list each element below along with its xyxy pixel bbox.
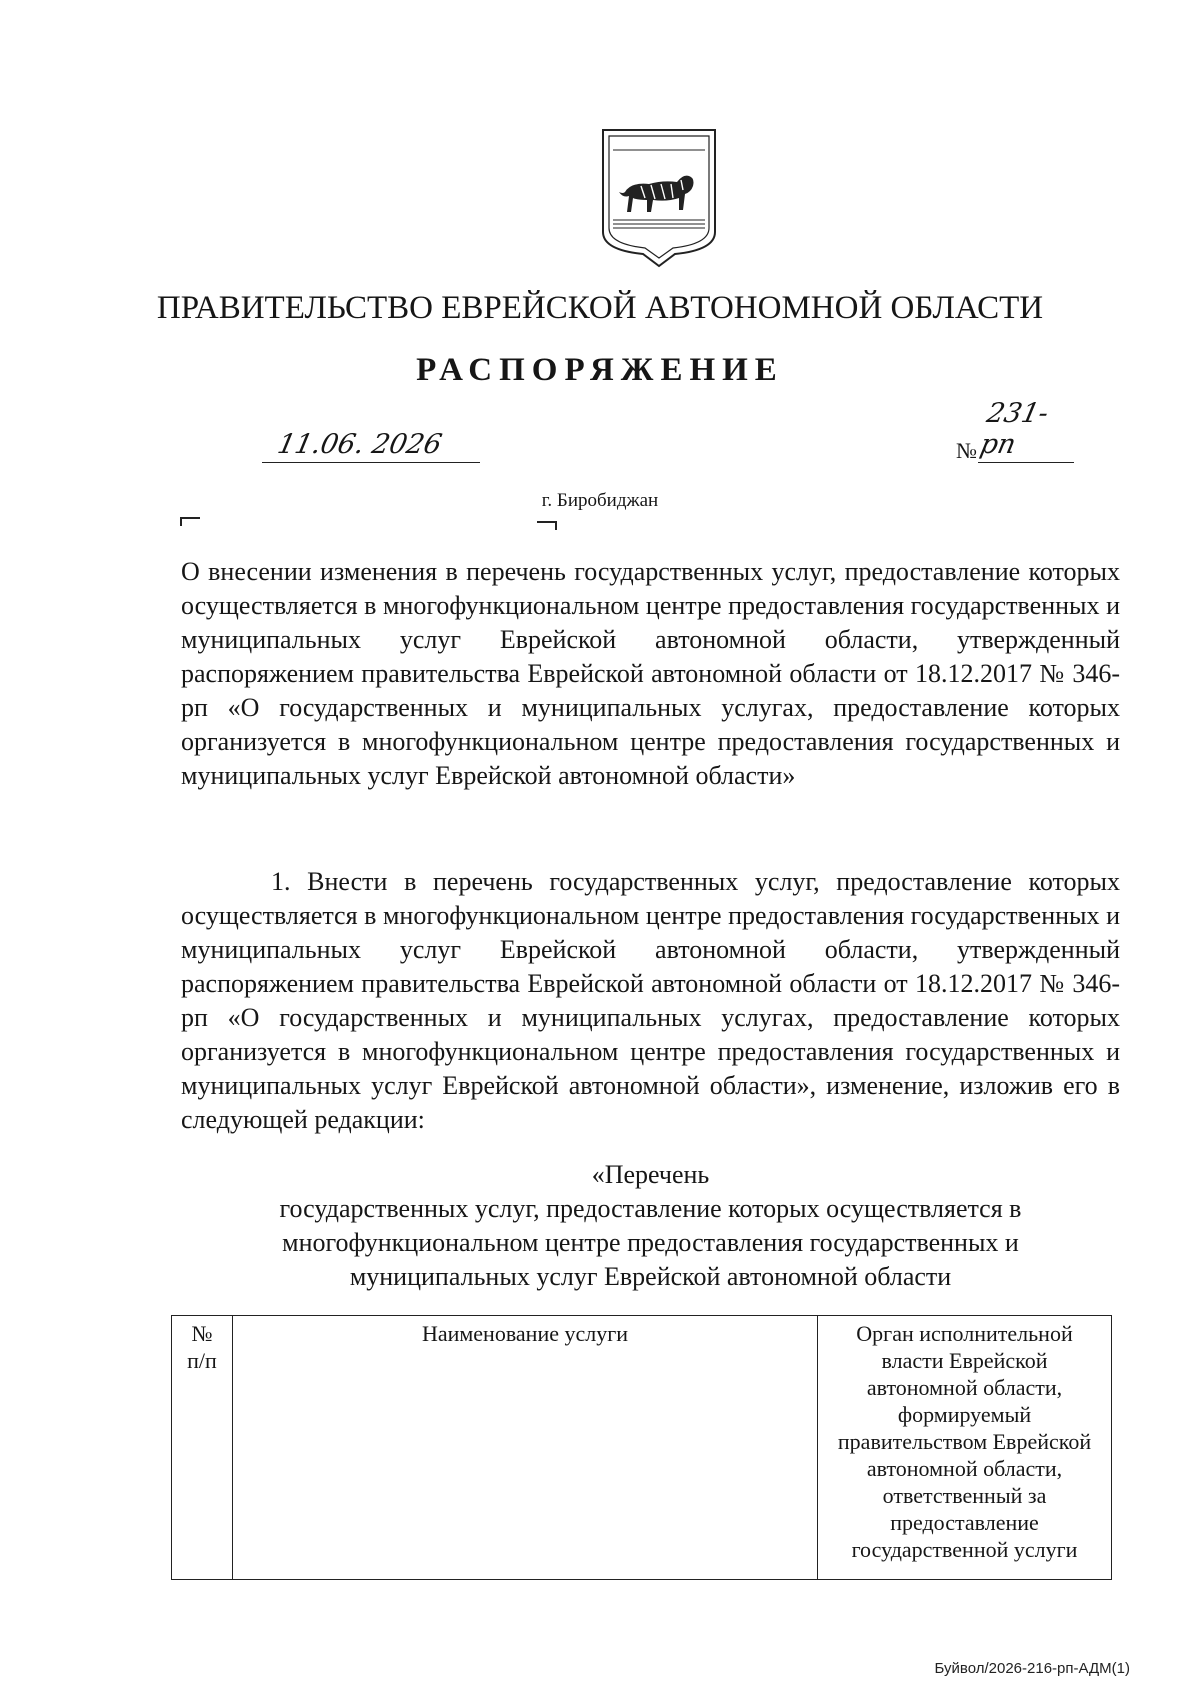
preamble: О внесении изменения в перечень государственных услуг, предоставление которых осуществляется в многофункциональном центре предоставления государственных и муниципальных услуг Еврейской автономной области, утвержденный распоряжением правительства Еврейской автономной области от 18.12.2017 № 346-рп «О государственных и муниципальных услугах, предоставление которых организуется в многофункциональном центре предоставления государственных и муниципальных услуг Еврейской автономной области» bbox=[181, 557, 1120, 790]
city: г. Биробиджан bbox=[541, 490, 659, 511]
number-sign: № bbox=[956, 438, 977, 463]
list-title-line: многофункциональном центре предоставления государственных и bbox=[282, 1228, 1019, 1257]
title-bracket-right bbox=[537, 521, 557, 530]
document-type: РАСПОРЯЖЕНИЕ bbox=[416, 352, 784, 388]
paragraph-1: 1. Внести в перечень государственных услуг, предоставление которых осуществляется в многофункциональном центре предоставления государственных и муниципальных услуг Еврейской автономной области, утвержденный распоряжением правительства Еврейской автономной области от 18.12.2017 № 346-рп «О государственных и муниципальных услугах, предоставление которых организуется в многофункциональном центре предоставления государственных и муниципальных услуг Еврейской автономной области», изменение, изложив его в следующей редакции: bbox=[181, 867, 1120, 1134]
coat-of-arms-icon bbox=[601, 128, 717, 268]
header-cell-authority: Орган исполнительной власти Еврейской автономной области, формируемый правительством Еврейской автономной области, ответственный за предоставление государственной услуги bbox=[818, 1316, 1112, 1580]
title-bracket-left bbox=[180, 517, 200, 526]
list-title-line: государственных услуг, предоставление которых осуществляется в bbox=[279, 1194, 1022, 1223]
footer-code: Буйвол/2026-216-рп-АДМ(1) bbox=[934, 1660, 1130, 1677]
document-date-field bbox=[262, 428, 480, 463]
header-number-sign: № bbox=[191, 1321, 213, 1346]
header-number-label: п/п bbox=[187, 1348, 217, 1373]
document-date: 11.06. 2026 bbox=[274, 429, 445, 460]
services-table bbox=[171, 1315, 1112, 1580]
list-title bbox=[181, 1158, 1120, 1294]
header-cell-number bbox=[172, 1316, 233, 1580]
document-number-field bbox=[977, 398, 1074, 463]
table-header-row bbox=[172, 1316, 1112, 1580]
list-title-line: муниципальных услуг Еврейской автономной области bbox=[349, 1262, 952, 1291]
government-name: ПРАВИТЕЛЬСТВО ЕВРЕЙСКОЙ АВТОНОМНОЙ ОБЛАСТИ bbox=[156, 290, 1044, 326]
header-cell-service-name: Наименование услуги bbox=[233, 1316, 818, 1580]
list-title-line: «Перечень bbox=[591, 1160, 710, 1189]
document-number: 231-рп bbox=[977, 398, 1052, 460]
